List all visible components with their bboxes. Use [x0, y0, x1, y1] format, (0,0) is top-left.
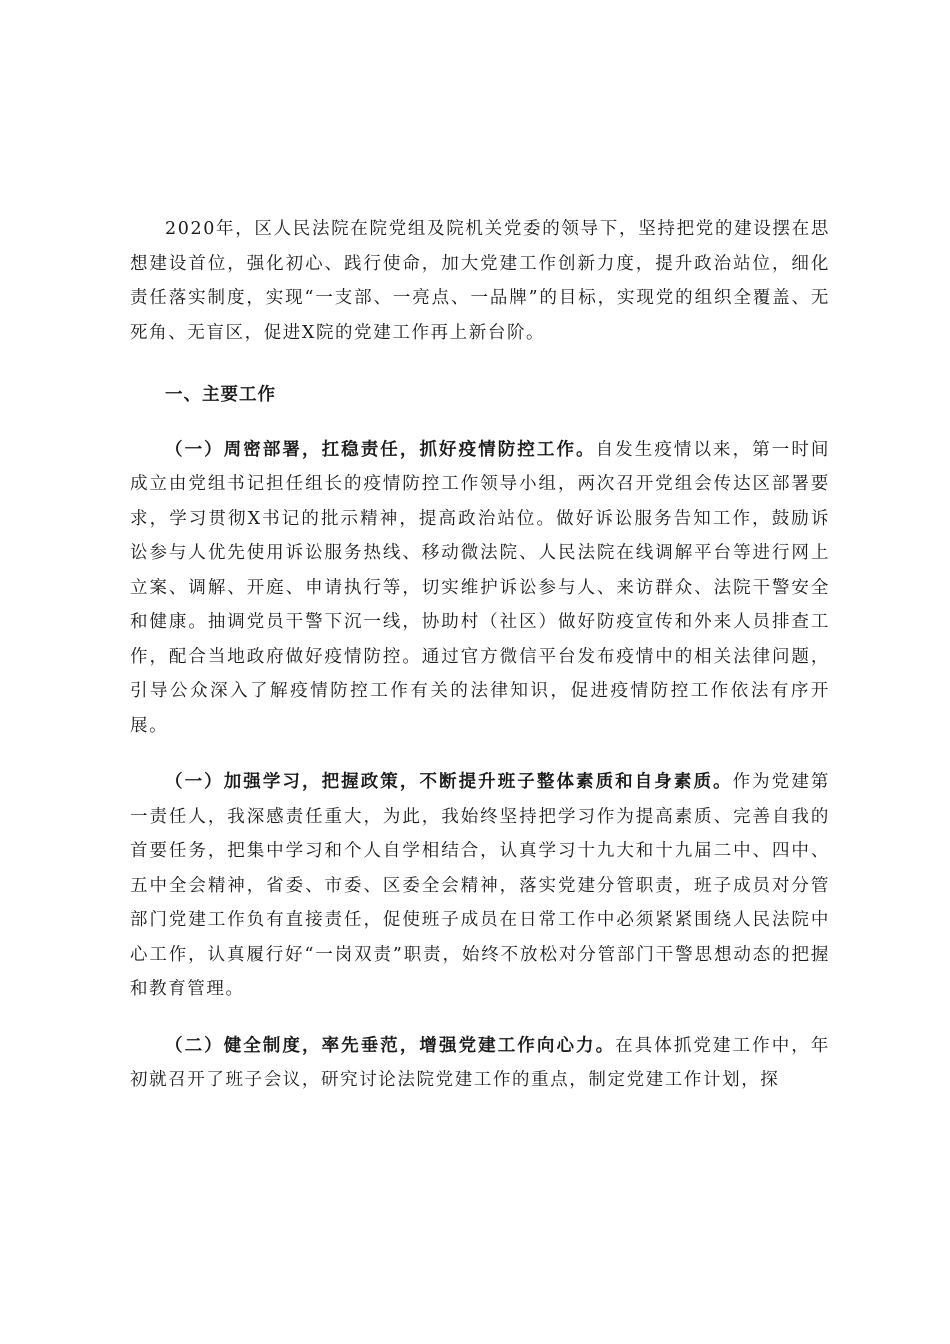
section-lead-1: （一）周密部署，扛稳责任，抓好疫情防控工作。 — [165, 439, 596, 460]
section-paragraph-1 — [130, 433, 830, 744]
intro-paragraph: 2020年，区人民法院在院党组及院机关党委的领导下，坚持把党的建设摆在思想建设首位，强化初心、践行使命，加大党建工作创新力度，提升政治站位，细化责任落实制度，实现“一支部、一亮点、一品牌”的目标，实现党的组织全覆盖、无死角、无盲区，促进X院的党建工作再上新台阶。 — [130, 219, 830, 343]
section-lead-2: （一）加强学习，把握政策，不断提升班子整体素质和自身素质。 — [165, 772, 733, 792]
section-paragraph-3 — [130, 1029, 830, 1098]
section-body-3: 在具体抓党建工作中，年初就召开了班子会议，研究讨论法院党建工作的重点，制定党建工作计划，探 — [130, 1035, 830, 1090]
section-paragraph-2 — [130, 765, 830, 1007]
section-lead-3: （二）健全制度，率先垂范，增强党建工作向心力。 — [165, 1035, 616, 1056]
document-page — [130, 212, 830, 1120]
section-body-1: 自发生疫情以来，第一时间成立由党组书记担任组长的疫情防控工作领导小组，两次召开党组会传达区部署要求，学习贯彻X书记的批示精神，提高政治站位。做好诉讼服务告知工作，鼓励诉讼参与人优先使用诉讼服务热线、移动微法院、人民法院在线调解平台等进行网上立案、调解、开庭、申请执行等，切实维护诉讼参与人、来访群众、法院干警安全和健康。抽调党员干警下沉一线，协助村（社区）做好防疫宣传和外来人员排查工作，配合当地政府做好疫情防控。通过官方微信平台发布疫情中的相关法律问题，引导公众深入了解疫情防控工作有关的法律知识，促进疫情防控工作依法有序开展。 — [130, 439, 831, 736]
section-body-2: 作为党建第一责任人，我深感责任重大，为此，我始终坚持把学习作为提高素质、完善自我的首要任务，把集中学习和个人自学相结合，认真学习十九大和十九届二中、四中、五中全会精神，省委、市委、区委全会精神，落实党建分管职责，班子成员对分管部门党建工作负有直接责任，促使班子成员在日常工作中必须紧紧围绕人民法院中心工作，认真履行好“一岗双责”职责，始终不放松对分管部门干警思想动态的把握和教育管理。 — [130, 772, 830, 999]
section-heading: 一、主要工作 — [165, 385, 276, 405]
